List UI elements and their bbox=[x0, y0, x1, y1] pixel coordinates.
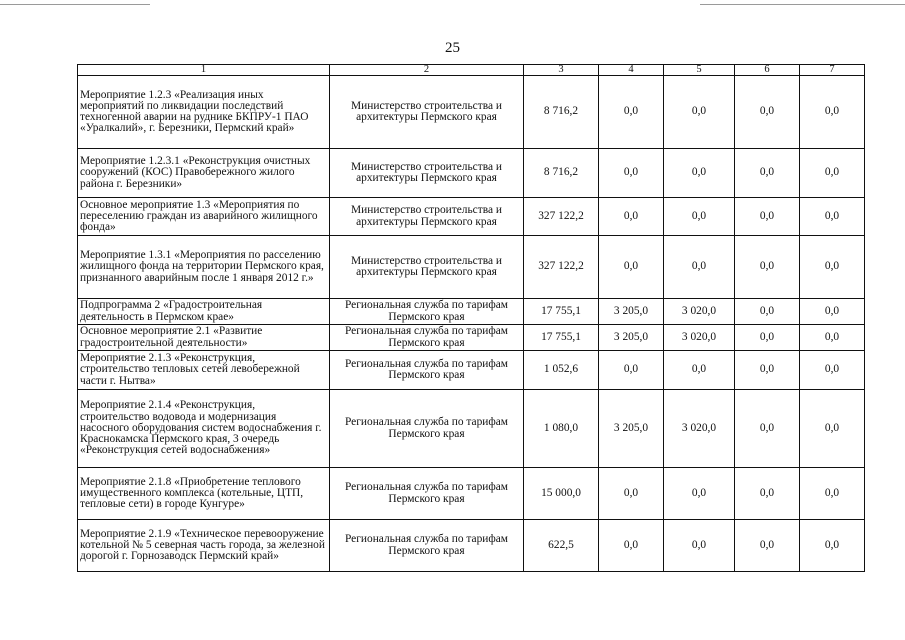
header-row bbox=[78, 65, 865, 76]
row-value-col7: 0,0 bbox=[800, 390, 865, 468]
row-value-col6: 0,0 bbox=[735, 299, 800, 325]
row-executor: Региональная служба по тарифам Пермского края bbox=[330, 325, 524, 351]
row-name: Мероприятие 2.1.4 «Реконструкция, строительство водовода и модернизация насосного оборудования систем водоснабжения г. Краснокамска Пермского края, 3 очередь «Реконструкция сетей водоснабжения» bbox=[78, 390, 330, 468]
row-value-col3: 327 122,2 bbox=[524, 236, 599, 299]
row-value-col3: 1 052,6 bbox=[524, 351, 599, 390]
row-value-col5: 3 020,0 bbox=[664, 299, 735, 325]
col-header-7: 7 bbox=[800, 65, 865, 76]
table-row bbox=[78, 351, 865, 390]
row-value-col4: 0,0 bbox=[599, 236, 664, 299]
table-row bbox=[78, 76, 865, 149]
row-name: Основное мероприятие 1.3 «Мероприятия по переселению граждан из аварийного жилищного фонда» bbox=[78, 198, 330, 236]
col-header-1: 1 bbox=[78, 65, 330, 76]
row-name: Мероприятие 2.1.8 «Приобретение теплового имущественного комплекса (котельные, ЦТП, тепловые сети) в городе Кунгуре» bbox=[78, 468, 330, 520]
row-value-col3: 327 122,2 bbox=[524, 198, 599, 236]
row-name: Мероприятие 2.1.3 «Реконструкция, строительство тепловых сетей левобережной части г. Нытва» bbox=[78, 351, 330, 390]
col-header-4: 4 bbox=[599, 65, 664, 76]
row-value-col4: 0,0 bbox=[599, 198, 664, 236]
row-value-col4: 0,0 bbox=[599, 351, 664, 390]
page-number: 25 bbox=[445, 40, 460, 56]
row-value-col7: 0,0 bbox=[800, 198, 865, 236]
row-value-col3: 15 000,0 bbox=[524, 468, 599, 520]
row-value-col5: 3 020,0 bbox=[664, 325, 735, 351]
row-value-col5: 0,0 bbox=[664, 468, 735, 520]
table-row bbox=[78, 198, 865, 236]
row-name: Мероприятие 2.1.9 «Техническое перевооружение котельной № 5 северная часть города, за железной дорогой г. Горнозаводск Пермский край» bbox=[78, 520, 330, 572]
row-value-col4: 3 205,0 bbox=[599, 325, 664, 351]
row-value-col7: 0,0 bbox=[800, 76, 865, 149]
row-executor: Министерство строительства и архитектуры Пермского края bbox=[330, 76, 524, 149]
row-value-col3: 8 716,2 bbox=[524, 149, 599, 198]
row-value-col6: 0,0 bbox=[735, 468, 800, 520]
row-value-col6: 0,0 bbox=[735, 236, 800, 299]
row-executor: Региональная служба по тарифам Пермского края bbox=[330, 390, 524, 468]
row-value-col7: 0,0 bbox=[800, 149, 865, 198]
row-name: Мероприятие 1.2.3 «Реализация иных мероприятий по ликвидации последствий техногенной аварии на руднике БКПРУ-1 ПАО «Уралкалий», г. Березники, Пермский край» bbox=[78, 76, 330, 149]
row-value-col4: 0,0 bbox=[599, 468, 664, 520]
row-value-col6: 0,0 bbox=[735, 520, 800, 572]
row-name: Подпрограмма 2 «Градостроительная деятельность в Пермском крае» bbox=[78, 299, 330, 325]
scan-edge-line-left bbox=[0, 4, 150, 5]
row-value-col5: 0,0 bbox=[664, 76, 735, 149]
table-row bbox=[78, 149, 865, 198]
row-value-col5: 0,0 bbox=[664, 236, 735, 299]
row-value-col4: 0,0 bbox=[599, 76, 664, 149]
row-executor: Региональная служба по тарифам Пермского края bbox=[330, 351, 524, 390]
row-executor: Региональная служба по тарифам Пермского края bbox=[330, 468, 524, 520]
row-value-col6: 0,0 bbox=[735, 351, 800, 390]
row-value-col6: 0,0 bbox=[735, 390, 800, 468]
row-value-col6: 0,0 bbox=[735, 76, 800, 149]
row-executor: Министерство строительства и архитектуры Пермского края bbox=[330, 198, 524, 236]
row-executor: Министерство строительства и архитектуры Пермского края bbox=[330, 236, 524, 299]
row-value-col3: 1 080,0 bbox=[524, 390, 599, 468]
row-value-col7: 0,0 bbox=[800, 351, 865, 390]
row-value-col3: 8 716,2 bbox=[524, 76, 599, 149]
row-value-col7: 0,0 bbox=[800, 325, 865, 351]
row-value-col5: 0,0 bbox=[664, 520, 735, 572]
table-row bbox=[78, 325, 865, 351]
table-row bbox=[78, 520, 865, 572]
col-header-3: 3 bbox=[524, 65, 599, 76]
row-value-col5: 0,0 bbox=[664, 198, 735, 236]
table-row bbox=[78, 299, 865, 325]
table-row bbox=[78, 236, 865, 299]
row-value-col3: 17 755,1 bbox=[524, 299, 599, 325]
row-name: Мероприятие 1.2.3.1 «Реконструкция очистных сооружений (КОС) Правобережного жилого района г. Березники» bbox=[78, 149, 330, 198]
row-value-col4: 3 205,0 bbox=[599, 299, 664, 325]
row-name: Мероприятие 1.3.1 «Мероприятия по расселению жилищного фонда на территории Пермского края, признанного аварийным после 1 января 2012 г.» bbox=[78, 236, 330, 299]
row-value-col3: 17 755,1 bbox=[524, 325, 599, 351]
row-name: Основное мероприятие 2.1 «Развитие градостроительной деятельности» bbox=[78, 325, 330, 351]
budget-table bbox=[77, 64, 865, 572]
row-executor: Министерство строительства и архитектуры Пермского края bbox=[330, 149, 524, 198]
row-value-col7: 0,0 bbox=[800, 468, 865, 520]
col-header-5: 5 bbox=[664, 65, 735, 76]
row-value-col5: 0,0 bbox=[664, 149, 735, 198]
row-executor: Региональная служба по тарифам Пермского края bbox=[330, 299, 524, 325]
row-value-col7: 0,0 bbox=[800, 520, 865, 572]
row-value-col4: 0,0 bbox=[599, 520, 664, 572]
col-header-2: 2 bbox=[330, 65, 524, 76]
row-value-col6: 0,0 bbox=[735, 198, 800, 236]
row-executor: Региональная служба по тарифам Пермского края bbox=[330, 520, 524, 572]
scan-edge-line-right bbox=[700, 4, 905, 5]
row-value-col5: 0,0 bbox=[664, 351, 735, 390]
row-value-col6: 0,0 bbox=[735, 149, 800, 198]
row-value-col4: 0,0 bbox=[599, 149, 664, 198]
row-value-col3: 622,5 bbox=[524, 520, 599, 572]
row-value-col5: 3 020,0 bbox=[664, 390, 735, 468]
row-value-col7: 0,0 bbox=[800, 299, 865, 325]
row-value-col7: 0,0 bbox=[800, 236, 865, 299]
table-row bbox=[78, 390, 865, 468]
row-value-col4: 3 205,0 bbox=[599, 390, 664, 468]
table-row bbox=[78, 468, 865, 520]
col-header-6: 6 bbox=[735, 65, 800, 76]
row-value-col6: 0,0 bbox=[735, 325, 800, 351]
